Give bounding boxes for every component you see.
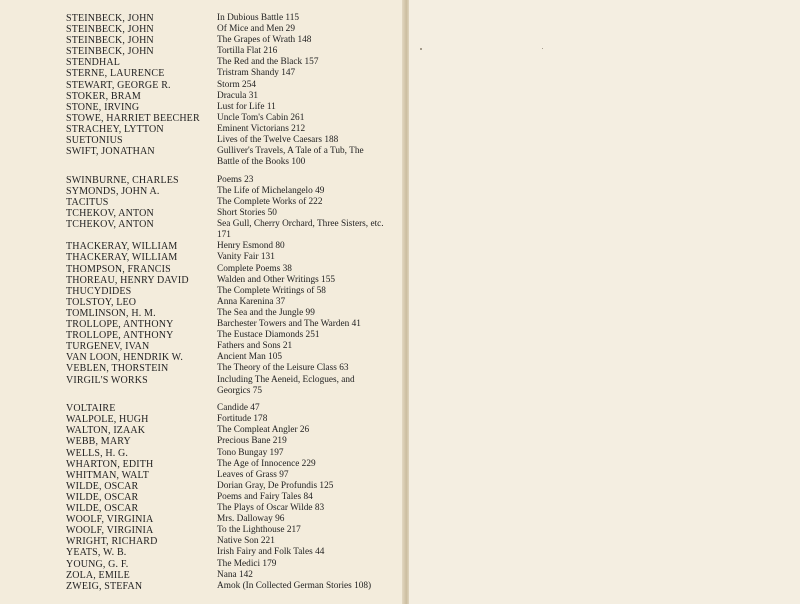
author-name: STENDHAL [66, 57, 120, 69]
book-title: Poems and Fairy Tales 84 [217, 491, 313, 502]
index-entry [0, 135, 405, 146]
author-name: THACKERAY, WILLIAM [66, 241, 178, 253]
author-name: VIRGIL'S WORKS [66, 374, 148, 386]
index-entry [0, 570, 405, 581]
book-title: Storm 254 [217, 79, 256, 90]
index-entry [0, 514, 405, 525]
author-name: TURGENEV, IVAN [66, 341, 150, 353]
book-title: Leaves of Grass 97 [217, 469, 289, 480]
index-entry [0, 341, 405, 352]
book-title: In Dubious Battle 115 [217, 13, 300, 23]
book-title: The Plays of Oscar Wilde 83 [217, 503, 325, 514]
index-entry [0, 91, 405, 102]
index-entry [0, 241, 405, 252]
author-name: WALPOLE, HUGH [66, 414, 149, 426]
author-name: STEINBECK, JOHN [66, 13, 154, 24]
index-entry [0, 559, 405, 570]
book-title: The Medici 179 [217, 558, 277, 569]
book-title: Mrs. Dalloway 96 [217, 514, 285, 525]
index-entry [0, 492, 405, 503]
book-title: Dracula 31 [217, 90, 259, 101]
author-name: STEINBECK, JOHN [66, 46, 154, 58]
author-name: ZOLA, EMILE [66, 569, 130, 581]
book-title: Irish Fairy and Folk Tales 44 [217, 547, 325, 558]
index-entry [0, 35, 405, 46]
book-title: To the Lighthouse 217 [217, 525, 301, 536]
index-entry [0, 481, 405, 492]
book-title: Ancient Man 105 [217, 352, 283, 363]
index-entry [0, 403, 405, 414]
index-entry [0, 124, 405, 135]
book-title: Dorian Gray, De Profundis 125 [217, 480, 334, 491]
index-entry [0, 252, 405, 263]
author-name: SWIFT, JONATHAN [66, 146, 155, 158]
book-title: Nana 142 [217, 569, 253, 580]
index-entry [0, 57, 405, 68]
book-title: The Age of Innocence 229 [217, 458, 316, 469]
author-name: WILDE, OSCAR [66, 503, 139, 515]
author-name: YOUNG, G. F. [66, 558, 129, 570]
right-page-blank [409, 0, 800, 604]
author-name: WILDE, OSCAR [66, 491, 139, 503]
index-entry [0, 352, 405, 363]
index-entry [0, 68, 405, 79]
book-title: The Red and the Black 157 [217, 57, 319, 68]
index-entry [0, 363, 405, 374]
author-name: TCHEKOV, ANTON [66, 208, 154, 220]
author-name: STRACHEY, LYTTON [66, 123, 164, 135]
index-list [0, 13, 405, 592]
book-title: Gulliver's Travels, A Tale of a Tub, The Battle of the Books 100 [217, 146, 364, 168]
book-title: The Life of Michelangelo 49 [217, 185, 325, 196]
book-title: Candide 47 [217, 403, 260, 414]
author-name: VOLTAIRE [66, 403, 116, 415]
index-entry [0, 146, 405, 168]
index-entry [0, 330, 405, 341]
author-name: WRIGHT, RICHARD [66, 536, 158, 548]
author-name: WHARTON, EDITH [66, 458, 154, 470]
index-entry [0, 503, 405, 514]
book-title: Tortilla Flat 216 [217, 46, 278, 57]
author-name: STOWE, HARRIET BEECHER [66, 112, 200, 124]
index-entry [0, 46, 405, 57]
book-title: Barchester Towers and The Warden 41 [217, 319, 361, 330]
author-name: STEINBECK, JOHN [66, 24, 154, 36]
author-name: THOREAU, HENRY DAVID [66, 274, 189, 286]
book-title: Fortitude 178 [217, 414, 268, 425]
index-entry [0, 80, 405, 91]
index-entry [0, 436, 405, 447]
book-title: Uncle Tom's Cabin 261 [217, 112, 305, 123]
index-entry [0, 264, 405, 275]
book-title: Poems 23 [217, 174, 254, 185]
index-entry [0, 113, 405, 124]
index-entry [0, 536, 405, 547]
author-name: TOMLINSON, H. M. [66, 307, 156, 319]
author-name: WEBB, MARY [66, 436, 131, 448]
author-name: SYMONDS, JOHN A. [66, 185, 160, 197]
author-name: STEINBECK, JOHN [66, 35, 154, 47]
author-name: WHITMAN, WALT [66, 469, 150, 481]
book-title: Native Son 221 [217, 536, 275, 547]
author-name: THACKERAY, WILLIAM [66, 252, 178, 264]
author-name: WOOLF, VIRGINIA [66, 514, 154, 526]
index-entry [0, 219, 405, 241]
book-title: Short Stories 50 [217, 208, 277, 219]
book-title: The Theory of the Leisure Class 63 [217, 363, 349, 374]
book-title: Lust for Life 11 [217, 101, 276, 112]
index-entry [0, 13, 405, 24]
author-name: SWINBURNE, CHARLES [66, 174, 179, 186]
index-entry [0, 308, 405, 319]
book-title: Sea Gull, Cherry Orchard, Three Sisters, etc. 171 [217, 219, 384, 241]
book-title: Lives of the Twelve Caesars 188 [217, 135, 339, 146]
book-title: Vanity Fair 131 [217, 252, 275, 263]
book-title: Anna Karenina 37 [217, 296, 286, 307]
paper-speck [420, 48, 422, 50]
book-title: Complete Poems 38 [217, 263, 292, 274]
index-entry [0, 425, 405, 436]
index-entry [0, 208, 405, 219]
author-name: ZWEIG, STEFAN [66, 580, 143, 592]
author-name: YEATS, W. B. [66, 547, 127, 559]
book-title: The Complete Works of 222 [217, 197, 323, 207]
author-name: TOLSTOY, LEO [66, 296, 137, 308]
author-name: THOMPSON, FRANCIS [66, 263, 171, 275]
book-title: The Sea and the Jungle 99 [217, 307, 315, 318]
author-name: WOOLF, VIRGINIA [66, 525, 154, 537]
book-title: The Grapes of Wrath 148 [217, 35, 312, 46]
book-title: The Compleat Angler 26 [217, 425, 310, 436]
index-entry [0, 186, 405, 197]
book-title: Amok (In Collected German Stories 108) [217, 580, 372, 591]
author-name: WELLS, H. G. [66, 447, 129, 459]
author-name: TROLLOPE, ANTHONY [66, 319, 174, 331]
author-name: SUETONIUS [66, 135, 123, 147]
index-entry [0, 297, 405, 308]
index-entry [0, 319, 405, 330]
index-entry [0, 525, 405, 536]
author-name: TACITUS [66, 197, 109, 208]
index-entry [0, 375, 405, 397]
index-entry [0, 470, 405, 481]
index-entry [0, 581, 405, 592]
book-title: Of Mice and Men 29 [217, 24, 295, 35]
author-name: THUCYDIDES [66, 285, 132, 297]
author-name: TCHEKOV, ANTON [66, 219, 154, 231]
index-entry [0, 197, 405, 208]
index-entry [0, 175, 405, 186]
index-entry [0, 102, 405, 113]
book-title: Walden and Other Writings 155 [217, 274, 335, 285]
book-title: Including The Aeneid, Eclogues, and Georgics 75 [217, 374, 355, 396]
book-title: Tono Bungay 197 [217, 447, 284, 458]
book-title: Precious Bane 219 [217, 436, 287, 447]
author-name: VAN LOON, HENDRIK W. [66, 352, 183, 364]
author-name: TROLLOPE, ANTHONY [66, 330, 174, 342]
book-title: The Eustace Diamonds 251 [217, 330, 320, 341]
book-title: Tristram Shandy 147 [217, 68, 296, 79]
author-name: WILDE, OSCAR [66, 480, 139, 492]
index-entry [0, 448, 405, 459]
book-title: Eminent Victorians 212 [217, 123, 306, 134]
index-entry [0, 275, 405, 286]
book-title: Fathers and Sons 21 [217, 341, 293, 352]
index-entry [0, 414, 405, 425]
author-name: VEBLEN, THORSTEIN [66, 363, 169, 375]
paper-speck [542, 48, 543, 49]
index-entry [0, 24, 405, 35]
author-name: STONE, IRVING [66, 101, 140, 113]
book-title: Henry Esmond 80 [217, 241, 285, 252]
index-entry [0, 547, 405, 558]
author-name: WALTON, IZAAK [66, 425, 146, 437]
index-entry [0, 459, 405, 470]
author-name: STEWART, GEORGE R. [66, 79, 171, 91]
index-entry [0, 286, 405, 297]
book-title: The Complete Writings of 58 [217, 285, 326, 296]
author-name: STOKER, BRAM [66, 90, 141, 102]
author-name: STERNE, LAURENCE [66, 68, 165, 80]
